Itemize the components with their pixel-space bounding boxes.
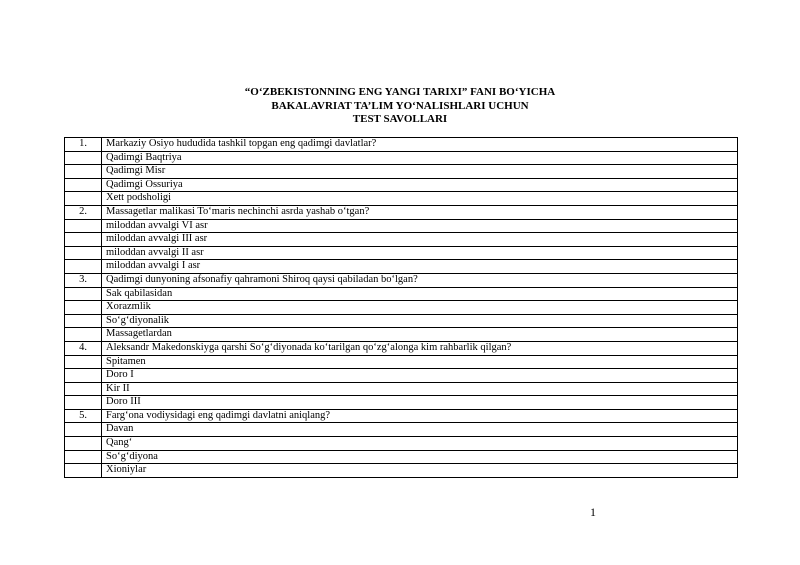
answer-option: Xioniylar — [102, 464, 738, 478]
answer-row — [65, 287, 738, 301]
answer-option: Davan — [102, 423, 738, 437]
answer-number-cell — [65, 437, 102, 451]
answer-option: Massagetlardan — [102, 328, 738, 342]
question-text: Qadimgi dunyoning afsonafiy qahramoni Shiroq qaysi qabiladan bo‘lgan? — [102, 273, 738, 287]
question-row — [65, 273, 738, 287]
answer-option: Qadimgi Misr — [102, 165, 738, 179]
answer-number-cell — [65, 464, 102, 478]
answer-number-cell — [65, 246, 102, 260]
answer-option: miloddan avvalgi III asr — [102, 233, 738, 247]
answer-number-cell — [65, 355, 102, 369]
answer-option: Doro III — [102, 396, 738, 410]
answer-option: Xett podsholigi — [102, 192, 738, 206]
answer-row — [65, 233, 738, 247]
question-text: Aleksandr Makedonskiyga qarshi So‘g‘diyonada ko‘tarilgan qo‘zg‘alonga kim rahbarlik qilgan? — [102, 341, 738, 355]
answer-number-cell — [65, 450, 102, 464]
answer-number-cell — [65, 151, 102, 165]
answer-option: miloddan avvalgi I asr — [102, 260, 738, 274]
question-row — [65, 205, 738, 219]
answer-row — [65, 423, 738, 437]
question-number: 4. — [65, 341, 102, 355]
answer-number-cell — [65, 396, 102, 410]
answer-option: Kir II — [102, 382, 738, 396]
answer-option: Doro I — [102, 369, 738, 383]
answer-row — [65, 355, 738, 369]
answer-number-cell — [65, 287, 102, 301]
answer-option: So‘g‘diyonalik — [102, 314, 738, 328]
page-number: 1 — [590, 505, 596, 519]
answer-number-cell — [65, 192, 102, 206]
answer-number-cell — [65, 165, 102, 179]
answer-row — [65, 369, 738, 383]
answer-row — [65, 437, 738, 451]
answer-row — [65, 328, 738, 342]
title-line-1: “O‘ZBEKISTONNING ENG YANGI TARIXI” FANI BO‘YICHA — [244, 86, 556, 98]
answer-number-cell — [65, 314, 102, 328]
answer-option: Qang‘ — [102, 437, 738, 451]
answer-row — [65, 178, 738, 192]
answer-row — [65, 314, 738, 328]
answer-number-cell — [65, 233, 102, 247]
answer-option: miloddan avvalgi II asr — [102, 246, 738, 260]
answer-number-cell — [65, 382, 102, 396]
answer-row — [65, 165, 738, 179]
answer-number-cell — [65, 369, 102, 383]
answer-number-cell — [65, 423, 102, 437]
answer-option: Qadimgi Baqtriya — [102, 151, 738, 165]
question-row — [65, 138, 738, 152]
answer-number-cell — [65, 301, 102, 315]
answer-option: Qadimgi Ossuriya — [102, 178, 738, 192]
question-row — [65, 409, 738, 423]
question-text: Farg‘ona vodiysidagi eng qadimgi davlatni aniqlang? — [102, 409, 738, 423]
test-questions-table — [64, 137, 738, 478]
answer-option: Xorazmlik — [102, 301, 738, 315]
title-line-2: BAKALAVRIAT TA’LIM YO‘NALISHLARI UCHUN — [271, 99, 529, 112]
title-line-3: TEST SAVOLLARI — [352, 113, 448, 125]
answer-option: Sak qabilasidan — [102, 287, 738, 301]
answer-row — [65, 382, 738, 396]
question-text: Massagetlar malikasi To‘maris nechinchi asrda yashab o‘tgan? — [102, 205, 738, 219]
answer-row — [65, 396, 738, 410]
question-number: 5. — [65, 409, 102, 423]
answer-number-cell — [65, 328, 102, 342]
answer-number-cell — [65, 178, 102, 192]
answer-option: So‘g‘diyona — [102, 450, 738, 464]
answer-row — [65, 450, 738, 464]
answer-number-cell — [65, 260, 102, 274]
answer-row — [65, 246, 738, 260]
answer-option: Spitamen — [102, 355, 738, 369]
answer-row — [65, 219, 738, 233]
answer-row — [65, 192, 738, 206]
question-number: 3. — [65, 273, 102, 287]
answer-option: miloddan avvalgi VI asr — [102, 219, 738, 233]
answer-row — [65, 464, 738, 478]
question-number: 2. — [65, 205, 102, 219]
answer-row — [65, 151, 738, 165]
answer-row — [65, 301, 738, 315]
answer-number-cell — [65, 219, 102, 233]
question-row — [65, 341, 738, 355]
question-text: Markaziy Osiyo hududida tashkil topgan eng qadimgi davlatlar? — [102, 138, 738, 152]
answer-row — [65, 260, 738, 274]
document-title — [0, 86, 800, 127]
question-number: 1. — [65, 138, 102, 152]
